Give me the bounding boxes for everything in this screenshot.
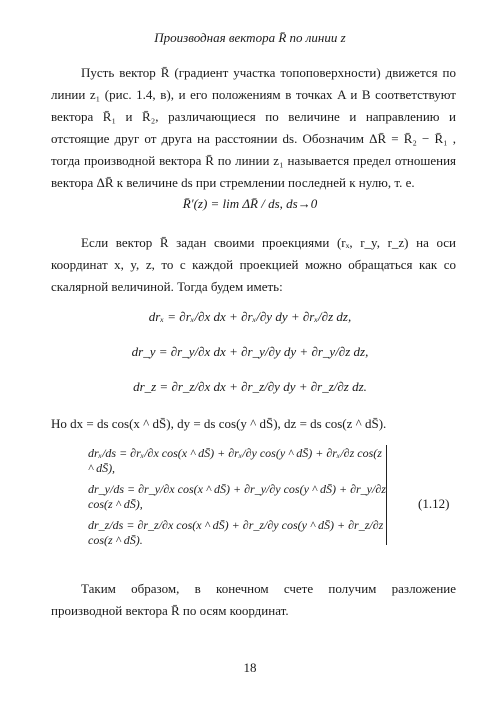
derivative-definition-formula: R̄′(z) = lim ΔR̄ / ds, ds→0 [182, 196, 318, 211]
paragraph-projections: Если вектор R̄ задан своими проекциями (rₓ, r_y, r_z) на оси координат x, y, z, то с каждой проекцией можно обращаться как со скалярной величиной. Тогда будем иметь: [51, 235, 456, 294]
page-number: 18 [243, 660, 257, 675]
system-row-y: dr_y/ds = ∂r_y/∂x cos(x ^ dS̄) + ∂r_y/∂y cos(y ^ dS̄) + ∂r_y/∂z cos(z ^ dS̄), [88, 482, 386, 511]
equation-drx: drₓ = ∂rₓ/∂x dx + ∂rₓ/∂y dy + ∂rₓ/∂z dz, [148, 309, 352, 324]
section-heading: Производная вектора R̄ по линии z [154, 30, 346, 45]
system-brace [384, 445, 387, 545]
equation-system [88, 443, 388, 551]
direction-cosines-line: Но dx = ds cos(x ^ dS̄), dy = ds cos(y ^ dS̄), dz = ds cos(z ^ dS̄). [51, 416, 387, 431]
system-row-x: drₓ/ds = ∂rₓ/∂x cos(x ^ dS̄) + ∂rₓ/∂y cos(y ^ dS̄) + ∂rₓ/∂z cos(z ^ dS̄), [88, 446, 382, 475]
equation-dry: dr_y = ∂r_y/∂x dx + ∂r_y/∂y dy + ∂r_y/∂z dz, [131, 344, 369, 359]
paragraph-intro: Пусть вектор R̄ (градиент участка топоповерхности) движется по линии z₁ (рис. 1.4, в), и его положениям в точках A и B соответствуют вектора R̄₁ и R̄₂, различающиеся по величине и направлению и отстоящие друг от друга на расстоянии ds. Обозначим ΔR̄ = R̄₂ − R̄₁ , тогда производной вектора R̄ по линии z₁ называется предел отношения вектора ΔR̄ к величине ds при стремлении последней к нулю, т. е. [51, 65, 456, 190]
equation-drz: dr_z = ∂r_z/∂x dx + ∂r_z/∂y dy + ∂r_z/∂z dz. [133, 379, 367, 394]
paragraph-conclusion: Таким образом, в конечном счете получим разложение производной вектора R̄ по осям координат. [51, 581, 456, 618]
equation-number: (1.12) [418, 496, 450, 511]
system-row-z: dr_z/ds = ∂r_z/∂x cos(x ^ dS̄) + ∂r_z/∂y cos(y ^ dS̄) + ∂r_z/∂z cos(z ^ dS̄). [88, 518, 384, 547]
